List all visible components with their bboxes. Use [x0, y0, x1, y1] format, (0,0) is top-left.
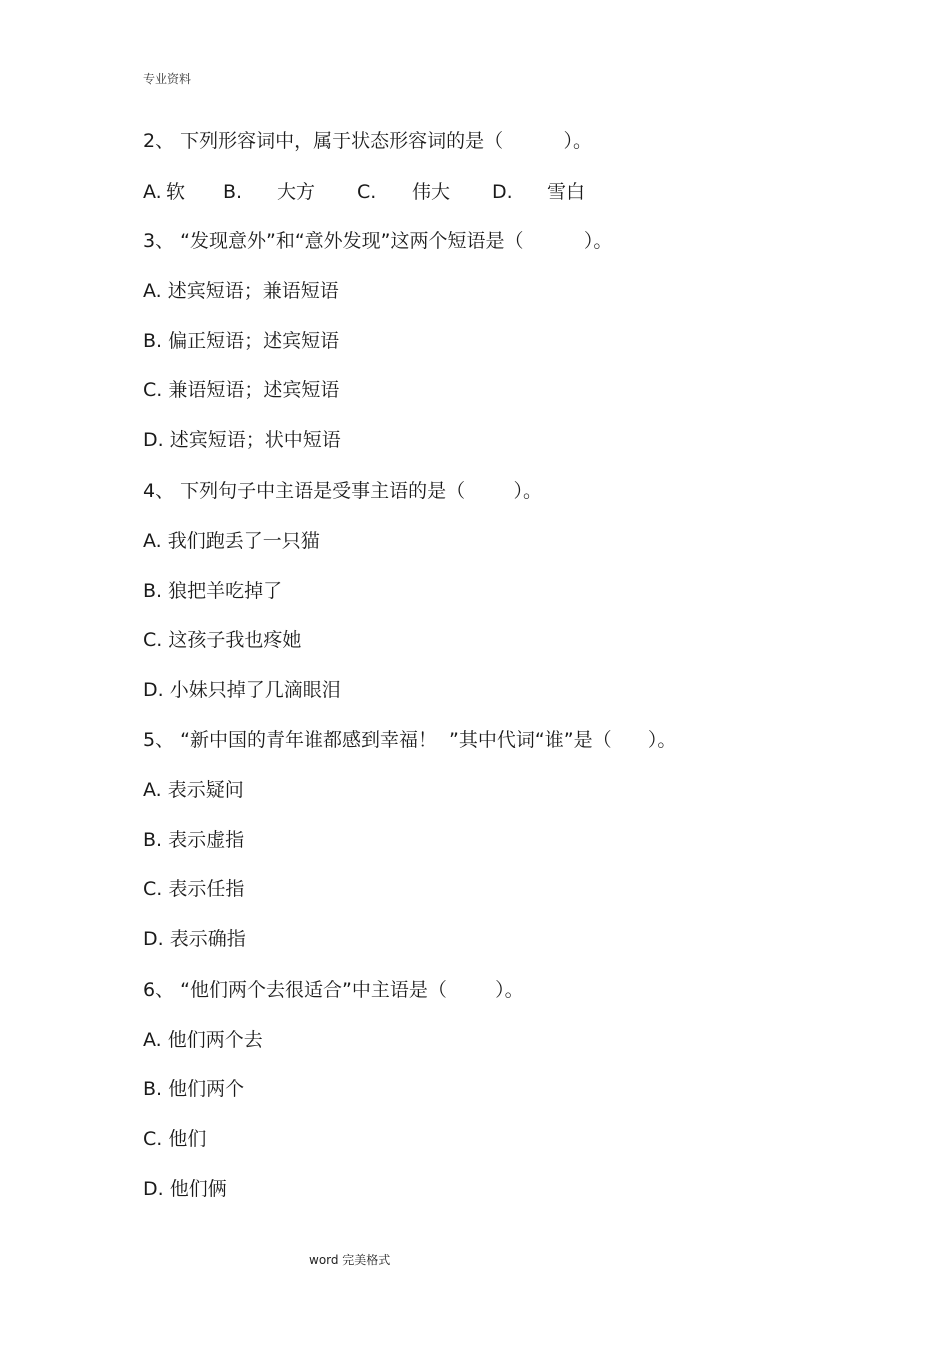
- question-5-stem: 5、 “新中国的青年谁都感到幸福！ ”其中代词“谁”是（ ）。: [143, 729, 677, 751]
- q6-option-d: D. 他们俩: [143, 1178, 227, 1200]
- q3-option-a: A. 述宾短语；兼语短语: [143, 280, 339, 302]
- question-2-stem: 2、 下列形容词中，属于状态形容词的是（ ）。: [143, 130, 593, 152]
- q2-option-c-text: 伟大: [412, 181, 451, 203]
- q2-option-a-letter: A.: [143, 181, 162, 203]
- page-header: 专业资料: [143, 72, 192, 86]
- q4-option-a: A. 我们跑丢了一只猫: [143, 530, 320, 552]
- page-footer: word 完美格式: [309, 1253, 391, 1267]
- q4-option-d: D. 小妹只掉了几滴眼泪: [143, 679, 341, 701]
- question-3-stem: 3、 “发现意外”和“意外发现”这两个短语是（ ）。: [143, 230, 613, 252]
- q6-option-a: A. 他们两个去: [143, 1029, 263, 1051]
- q6-option-b: B. 他们两个: [143, 1078, 245, 1100]
- q2-option-d-letter: D.: [492, 181, 513, 203]
- q3-option-b: B. 偏正短语；述宾短语: [143, 330, 340, 352]
- q3-option-c: C. 兼语短语；述宾短语: [143, 379, 340, 401]
- q4-option-b: B. 狼把羊吃掉了: [143, 580, 283, 602]
- q5-option-b: B. 表示虚指: [143, 829, 245, 851]
- q5-option-a: A. 表示疑问: [143, 779, 244, 801]
- q4-option-c: C. 这孩子我也疼她: [143, 629, 302, 651]
- q2-option-a-text: 软: [166, 181, 186, 203]
- q2-option-b-text: 大方: [277, 181, 316, 203]
- q5-option-d: D. 表示确指: [143, 928, 246, 950]
- question-4-stem: 4、 下列句子中主语是受事主语的是（ ）。: [143, 480, 542, 502]
- q2-option-d-text: 雪白: [547, 181, 586, 203]
- question-2-options: [143, 180, 643, 204]
- q5-option-c: C. 表示任指: [143, 878, 245, 900]
- q3-option-d: D. 述宾短语；状中短语: [143, 429, 341, 451]
- q2-option-b-letter: B.: [223, 181, 243, 203]
- q2-option-c-letter: C.: [357, 181, 377, 203]
- q6-option-c: C. 他们: [143, 1128, 207, 1150]
- question-6-stem: 6、 “他们两个去很适合”中主语是（ ）。: [143, 979, 524, 1001]
